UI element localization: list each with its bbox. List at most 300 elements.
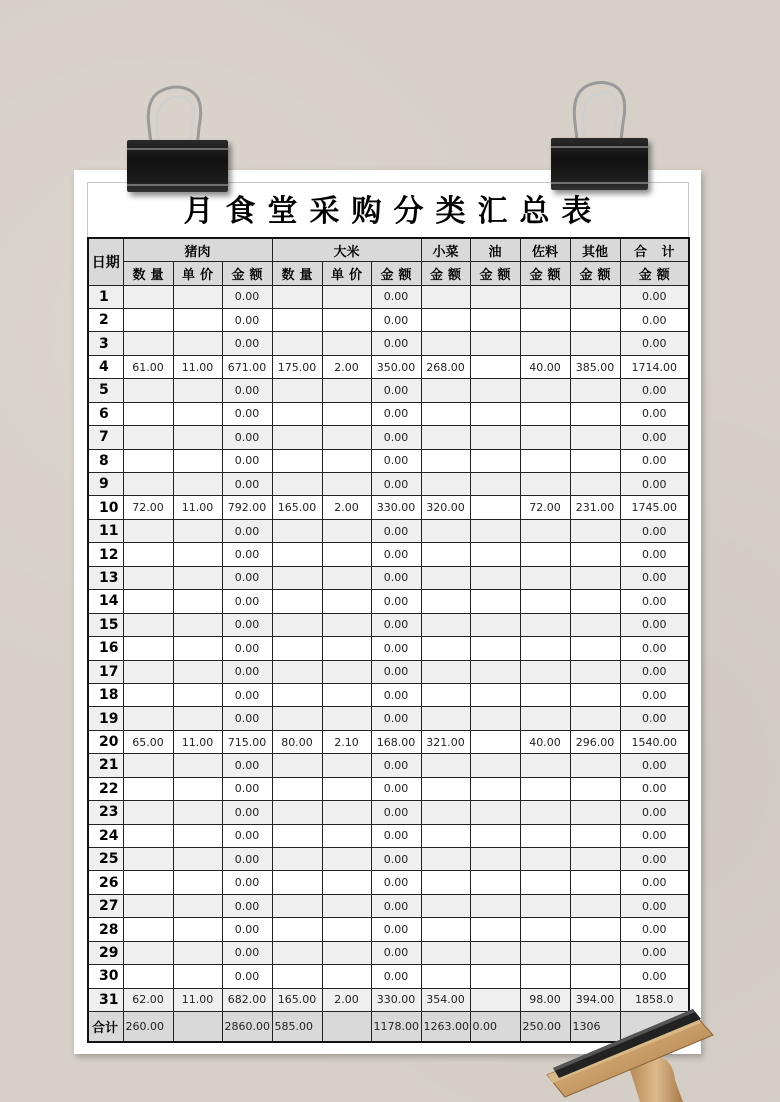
data-cell[interactable] — [520, 637, 570, 660]
data-cell[interactable] — [520, 707, 570, 730]
data-cell[interactable]: 11.00 — [173, 988, 222, 1011]
data-cell[interactable] — [421, 379, 470, 402]
data-cell[interactable] — [173, 332, 222, 355]
data-cell[interactable] — [322, 965, 371, 988]
data-cell[interactable] — [322, 473, 371, 496]
data-cell[interactable] — [272, 426, 322, 449]
data-cell[interactable]: 0.00 — [371, 449, 421, 472]
data-cell[interactable] — [570, 566, 620, 589]
data-cell[interactable]: 0.00 — [371, 683, 421, 706]
data-cell[interactable]: 0.00 — [620, 801, 689, 824]
data-cell[interactable] — [470, 730, 520, 753]
data-cell[interactable] — [173, 894, 222, 917]
data-cell[interactable] — [520, 519, 570, 542]
data-cell[interactable] — [421, 308, 470, 331]
data-cell[interactable] — [272, 566, 322, 589]
data-cell[interactable] — [470, 613, 520, 636]
data-cell[interactable] — [470, 285, 520, 308]
data-cell[interactable] — [520, 871, 570, 894]
data-cell[interactable] — [173, 754, 222, 777]
data-cell[interactable] — [272, 332, 322, 355]
data-cell[interactable] — [570, 613, 620, 636]
data-cell[interactable] — [123, 754, 173, 777]
data-cell[interactable]: 330.00 — [371, 496, 421, 519]
data-cell[interactable] — [272, 918, 322, 941]
data-cell[interactable] — [123, 683, 173, 706]
data-cell[interactable] — [123, 777, 173, 800]
data-cell[interactable] — [272, 824, 322, 847]
data-cell[interactable] — [123, 449, 173, 472]
data-cell[interactable]: 0.00 — [620, 637, 689, 660]
data-cell[interactable] — [272, 590, 322, 613]
data-cell[interactable]: 0.00 — [222, 613, 272, 636]
data-cell[interactable]: 0.00 — [371, 871, 421, 894]
data-cell[interactable]: 0.00 — [222, 543, 272, 566]
data-cell[interactable] — [173, 308, 222, 331]
data-cell[interactable] — [470, 965, 520, 988]
data-cell[interactable] — [520, 848, 570, 871]
data-cell[interactable] — [470, 660, 520, 683]
data-cell[interactable] — [520, 801, 570, 824]
data-cell[interactable] — [570, 426, 620, 449]
data-cell[interactable] — [470, 918, 520, 941]
data-cell[interactable]: 0.00 — [620, 473, 689, 496]
data-cell[interactable] — [173, 402, 222, 425]
data-cell[interactable]: 0.00 — [222, 941, 272, 964]
data-cell[interactable] — [470, 894, 520, 917]
data-cell[interactable]: 0.00 — [371, 285, 421, 308]
data-cell[interactable] — [272, 894, 322, 917]
data-cell[interactable]: 0.00 — [222, 754, 272, 777]
data-cell[interactable]: 0.00 — [222, 660, 272, 683]
data-cell[interactable] — [570, 519, 620, 542]
data-cell[interactable] — [123, 824, 173, 847]
data-cell[interactable]: 0.00 — [620, 965, 689, 988]
data-cell[interactable]: 0.00 — [222, 473, 272, 496]
data-cell[interactable] — [322, 683, 371, 706]
data-cell[interactable] — [272, 871, 322, 894]
data-cell[interactable] — [421, 613, 470, 636]
data-cell[interactable]: 350.00 — [371, 355, 421, 378]
data-cell[interactable] — [520, 379, 570, 402]
data-cell[interactable]: 0.00 — [620, 824, 689, 847]
data-cell[interactable]: 0.00 — [620, 379, 689, 402]
data-cell[interactable] — [570, 801, 620, 824]
data-cell[interactable]: 0.00 — [371, 777, 421, 800]
data-cell[interactable] — [421, 637, 470, 660]
data-cell[interactable] — [322, 426, 371, 449]
data-cell[interactable]: 385.00 — [570, 355, 620, 378]
data-cell[interactable] — [322, 566, 371, 589]
data-cell[interactable] — [520, 402, 570, 425]
data-cell[interactable]: 0.00 — [620, 660, 689, 683]
data-cell[interactable] — [272, 707, 322, 730]
data-cell[interactable] — [570, 543, 620, 566]
data-cell[interactable] — [421, 777, 470, 800]
data-cell[interactable]: 0.00 — [222, 637, 272, 660]
data-cell[interactable] — [570, 918, 620, 941]
data-cell[interactable]: 0.00 — [222, 894, 272, 917]
data-cell[interactable] — [272, 473, 322, 496]
data-cell[interactable] — [272, 801, 322, 824]
data-cell[interactable] — [272, 637, 322, 660]
data-cell[interactable] — [322, 777, 371, 800]
data-cell[interactable]: 0.00 — [620, 285, 689, 308]
data-cell[interactable] — [123, 965, 173, 988]
data-cell[interactable]: 0.00 — [222, 683, 272, 706]
data-cell[interactable]: 0.00 — [620, 941, 689, 964]
data-cell[interactable] — [173, 777, 222, 800]
data-cell[interactable] — [272, 965, 322, 988]
data-cell[interactable] — [570, 637, 620, 660]
data-cell[interactable] — [421, 473, 470, 496]
data-cell[interactable] — [470, 988, 520, 1011]
data-cell[interactable] — [570, 754, 620, 777]
data-cell[interactable] — [520, 590, 570, 613]
data-cell[interactable] — [470, 496, 520, 519]
data-cell[interactable] — [470, 308, 520, 331]
data-cell[interactable] — [123, 543, 173, 566]
data-cell[interactable] — [322, 379, 371, 402]
data-cell[interactable] — [272, 777, 322, 800]
data-cell[interactable]: 682.00 — [222, 988, 272, 1011]
data-cell[interactable] — [272, 543, 322, 566]
data-cell[interactable] — [322, 308, 371, 331]
data-cell[interactable] — [173, 801, 222, 824]
data-cell[interactable] — [173, 566, 222, 589]
data-cell[interactable] — [322, 449, 371, 472]
data-cell[interactable] — [470, 355, 520, 378]
data-cell[interactable] — [123, 590, 173, 613]
data-cell[interactable] — [470, 707, 520, 730]
data-cell[interactable] — [322, 660, 371, 683]
data-cell[interactable] — [570, 941, 620, 964]
data-cell[interactable]: 0.00 — [620, 871, 689, 894]
data-cell[interactable] — [570, 590, 620, 613]
data-cell[interactable] — [421, 543, 470, 566]
data-cell[interactable] — [272, 449, 322, 472]
data-cell[interactable] — [322, 824, 371, 847]
data-cell[interactable] — [520, 566, 570, 589]
data-cell[interactable] — [322, 801, 371, 824]
data-cell[interactable] — [272, 683, 322, 706]
data-cell[interactable] — [520, 660, 570, 683]
data-cell[interactable]: 0.00 — [371, 473, 421, 496]
data-cell[interactable]: 0.00 — [620, 848, 689, 871]
data-cell[interactable] — [322, 871, 371, 894]
data-cell[interactable]: 0.00 — [620, 566, 689, 589]
data-cell[interactable] — [123, 379, 173, 402]
data-cell[interactable] — [322, 848, 371, 871]
data-cell[interactable] — [520, 449, 570, 472]
data-cell[interactable] — [322, 285, 371, 308]
data-cell[interactable]: 0.00 — [222, 332, 272, 355]
data-cell[interactable]: 0.00 — [371, 707, 421, 730]
data-cell[interactable]: 11.00 — [173, 496, 222, 519]
data-cell[interactable] — [421, 941, 470, 964]
data-cell[interactable] — [322, 754, 371, 777]
data-cell[interactable] — [470, 801, 520, 824]
data-cell[interactable]: 80.00 — [272, 730, 322, 753]
data-cell[interactable] — [272, 519, 322, 542]
data-cell[interactable] — [123, 332, 173, 355]
data-cell[interactable]: 175.00 — [272, 355, 322, 378]
data-cell[interactable] — [123, 308, 173, 331]
data-cell[interactable] — [322, 637, 371, 660]
data-cell[interactable]: 0.00 — [222, 871, 272, 894]
data-cell[interactable]: 0.00 — [222, 965, 272, 988]
data-cell[interactable] — [520, 426, 570, 449]
data-cell[interactable] — [123, 566, 173, 589]
data-cell[interactable]: 0.00 — [371, 918, 421, 941]
data-cell[interactable] — [570, 824, 620, 847]
data-cell[interactable] — [173, 941, 222, 964]
data-cell[interactable]: 0.00 — [371, 894, 421, 917]
data-cell[interactable]: 0.00 — [222, 519, 272, 542]
data-cell[interactable] — [421, 965, 470, 988]
data-cell[interactable]: 354.00 — [421, 988, 470, 1011]
data-cell[interactable]: 2.00 — [322, 496, 371, 519]
data-cell[interactable] — [421, 402, 470, 425]
data-cell[interactable] — [520, 777, 570, 800]
data-cell[interactable] — [173, 660, 222, 683]
data-cell[interactable] — [272, 285, 322, 308]
data-cell[interactable] — [123, 613, 173, 636]
data-cell[interactable] — [322, 894, 371, 917]
data-cell[interactable] — [520, 543, 570, 566]
data-cell[interactable]: 0.00 — [222, 918, 272, 941]
data-cell[interactable] — [123, 402, 173, 425]
data-cell[interactable]: 0.00 — [222, 707, 272, 730]
data-cell[interactable] — [520, 473, 570, 496]
data-cell[interactable] — [173, 965, 222, 988]
data-cell[interactable] — [123, 707, 173, 730]
data-cell[interactable]: 0.00 — [371, 379, 421, 402]
data-cell[interactable] — [570, 871, 620, 894]
data-cell[interactable] — [322, 918, 371, 941]
data-cell[interactable] — [322, 543, 371, 566]
data-cell[interactable] — [123, 519, 173, 542]
data-cell[interactable] — [272, 941, 322, 964]
data-cell[interactable]: 2.10 — [322, 730, 371, 753]
data-cell[interactable] — [470, 777, 520, 800]
data-cell[interactable]: 11.00 — [173, 355, 222, 378]
data-cell[interactable] — [470, 449, 520, 472]
data-cell[interactable] — [470, 824, 520, 847]
data-cell[interactable]: 0.00 — [222, 426, 272, 449]
data-cell[interactable]: 0.00 — [371, 754, 421, 777]
data-cell[interactable]: 0.00 — [371, 566, 421, 589]
data-cell[interactable] — [272, 308, 322, 331]
data-cell[interactable]: 1745.00 — [620, 496, 689, 519]
data-cell[interactable]: 0.00 — [222, 801, 272, 824]
data-cell[interactable]: 231.00 — [570, 496, 620, 519]
data-cell[interactable] — [421, 332, 470, 355]
data-cell[interactable] — [123, 473, 173, 496]
data-cell[interactable]: 0.00 — [222, 449, 272, 472]
data-cell[interactable] — [272, 848, 322, 871]
data-cell[interactable]: 0.00 — [620, 543, 689, 566]
data-cell[interactable] — [272, 660, 322, 683]
data-cell[interactable]: 0.00 — [620, 777, 689, 800]
data-cell[interactable]: 0.00 — [620, 449, 689, 472]
data-cell[interactable]: 1540.00 — [620, 730, 689, 753]
data-cell[interactable]: 268.00 — [421, 355, 470, 378]
data-cell[interactable]: 0.00 — [620, 894, 689, 917]
data-cell[interactable] — [570, 660, 620, 683]
data-cell[interactable] — [173, 449, 222, 472]
data-cell[interactable]: 40.00 — [520, 355, 570, 378]
data-cell[interactable]: 1858.0 — [620, 988, 689, 1011]
data-cell[interactable] — [421, 566, 470, 589]
data-cell[interactable]: 165.00 — [272, 496, 322, 519]
data-cell[interactable]: 671.00 — [222, 355, 272, 378]
data-cell[interactable] — [520, 308, 570, 331]
data-cell[interactable] — [421, 871, 470, 894]
data-cell[interactable] — [322, 590, 371, 613]
data-cell[interactable]: 168.00 — [371, 730, 421, 753]
data-cell[interactable]: 0.00 — [371, 519, 421, 542]
data-cell[interactable] — [421, 519, 470, 542]
data-cell[interactable]: 0.00 — [222, 379, 272, 402]
data-cell[interactable]: 0.00 — [222, 590, 272, 613]
data-cell[interactable] — [470, 402, 520, 425]
data-cell[interactable] — [123, 285, 173, 308]
data-cell[interactable]: 0.00 — [620, 519, 689, 542]
data-cell[interactable] — [520, 754, 570, 777]
data-cell[interactable]: 0.00 — [371, 402, 421, 425]
data-cell[interactable] — [470, 566, 520, 589]
data-cell[interactable]: 0.00 — [371, 543, 421, 566]
data-cell[interactable] — [173, 590, 222, 613]
data-cell[interactable]: 0.00 — [222, 824, 272, 847]
data-cell[interactable] — [570, 449, 620, 472]
data-cell[interactable] — [421, 801, 470, 824]
data-cell[interactable]: 0.00 — [620, 707, 689, 730]
data-cell[interactable]: 65.00 — [123, 730, 173, 753]
data-cell[interactable] — [173, 543, 222, 566]
data-cell[interactable] — [520, 332, 570, 355]
data-cell[interactable]: 98.00 — [520, 988, 570, 1011]
data-cell[interactable] — [173, 707, 222, 730]
data-cell[interactable] — [322, 707, 371, 730]
data-cell[interactable]: 11.00 — [173, 730, 222, 753]
data-cell[interactable] — [470, 379, 520, 402]
data-cell[interactable]: 0.00 — [620, 426, 689, 449]
data-cell[interactable] — [272, 754, 322, 777]
data-cell[interactable] — [520, 824, 570, 847]
data-cell[interactable]: 0.00 — [371, 637, 421, 660]
data-cell[interactable]: 0.00 — [620, 754, 689, 777]
data-cell[interactable] — [520, 894, 570, 917]
data-cell[interactable]: 61.00 — [123, 355, 173, 378]
data-cell[interactable] — [173, 848, 222, 871]
data-cell[interactable] — [570, 894, 620, 917]
data-cell[interactable] — [470, 590, 520, 613]
data-cell[interactable] — [421, 449, 470, 472]
data-cell[interactable]: 0.00 — [222, 308, 272, 331]
data-cell[interactable]: 0.00 — [371, 965, 421, 988]
data-cell[interactable]: 320.00 — [421, 496, 470, 519]
data-cell[interactable] — [570, 473, 620, 496]
data-cell[interactable] — [173, 613, 222, 636]
data-cell[interactable] — [470, 473, 520, 496]
data-cell[interactable]: 0.00 — [371, 613, 421, 636]
data-cell[interactable] — [173, 379, 222, 402]
data-cell[interactable] — [421, 285, 470, 308]
data-cell[interactable] — [173, 683, 222, 706]
data-cell[interactable] — [470, 754, 520, 777]
data-cell[interactable]: 0.00 — [371, 848, 421, 871]
data-cell[interactable] — [123, 871, 173, 894]
data-cell[interactable] — [421, 754, 470, 777]
data-cell[interactable] — [470, 543, 520, 566]
data-cell[interactable] — [322, 402, 371, 425]
data-cell[interactable]: 321.00 — [421, 730, 470, 753]
data-cell[interactable] — [421, 848, 470, 871]
data-cell[interactable] — [570, 402, 620, 425]
data-cell[interactable] — [123, 941, 173, 964]
data-cell[interactable]: 1714.00 — [620, 355, 689, 378]
data-cell[interactable] — [421, 426, 470, 449]
data-cell[interactable]: 0.00 — [620, 918, 689, 941]
data-cell[interactable] — [570, 285, 620, 308]
data-cell[interactable]: 0.00 — [371, 426, 421, 449]
data-cell[interactable] — [570, 707, 620, 730]
data-cell[interactable]: 0.00 — [620, 332, 689, 355]
data-cell[interactable] — [570, 683, 620, 706]
data-cell[interactable] — [272, 402, 322, 425]
data-cell[interactable] — [173, 285, 222, 308]
data-cell[interactable]: 165.00 — [272, 988, 322, 1011]
data-cell[interactable] — [470, 941, 520, 964]
data-cell[interactable] — [173, 473, 222, 496]
data-cell[interactable] — [421, 824, 470, 847]
data-cell[interactable] — [123, 801, 173, 824]
data-cell[interactable] — [123, 637, 173, 660]
data-cell[interactable] — [173, 871, 222, 894]
data-cell[interactable] — [123, 848, 173, 871]
data-cell[interactable] — [470, 426, 520, 449]
data-cell[interactable]: 2.00 — [322, 988, 371, 1011]
data-cell[interactable]: 0.00 — [371, 308, 421, 331]
data-cell[interactable]: 0.00 — [371, 941, 421, 964]
data-cell[interactable] — [421, 683, 470, 706]
data-cell[interactable] — [322, 941, 371, 964]
data-cell[interactable] — [470, 871, 520, 894]
data-cell[interactable]: 0.00 — [620, 402, 689, 425]
data-cell[interactable]: 2.00 — [322, 355, 371, 378]
data-cell[interactable] — [570, 332, 620, 355]
data-cell[interactable] — [322, 332, 371, 355]
data-cell[interactable] — [470, 332, 520, 355]
data-cell[interactable]: 40.00 — [520, 730, 570, 753]
data-cell[interactable] — [421, 590, 470, 613]
data-cell[interactable]: 0.00 — [222, 777, 272, 800]
data-cell[interactable]: 715.00 — [222, 730, 272, 753]
data-cell[interactable] — [570, 777, 620, 800]
data-cell[interactable] — [123, 660, 173, 683]
data-cell[interactable] — [470, 683, 520, 706]
data-cell[interactable] — [173, 637, 222, 660]
data-cell[interactable] — [570, 379, 620, 402]
data-cell[interactable] — [520, 683, 570, 706]
data-cell[interactable]: 0.00 — [371, 824, 421, 847]
data-cell[interactable] — [272, 613, 322, 636]
data-cell[interactable]: 296.00 — [570, 730, 620, 753]
data-cell[interactable] — [570, 308, 620, 331]
data-cell[interactable]: 0.00 — [222, 566, 272, 589]
